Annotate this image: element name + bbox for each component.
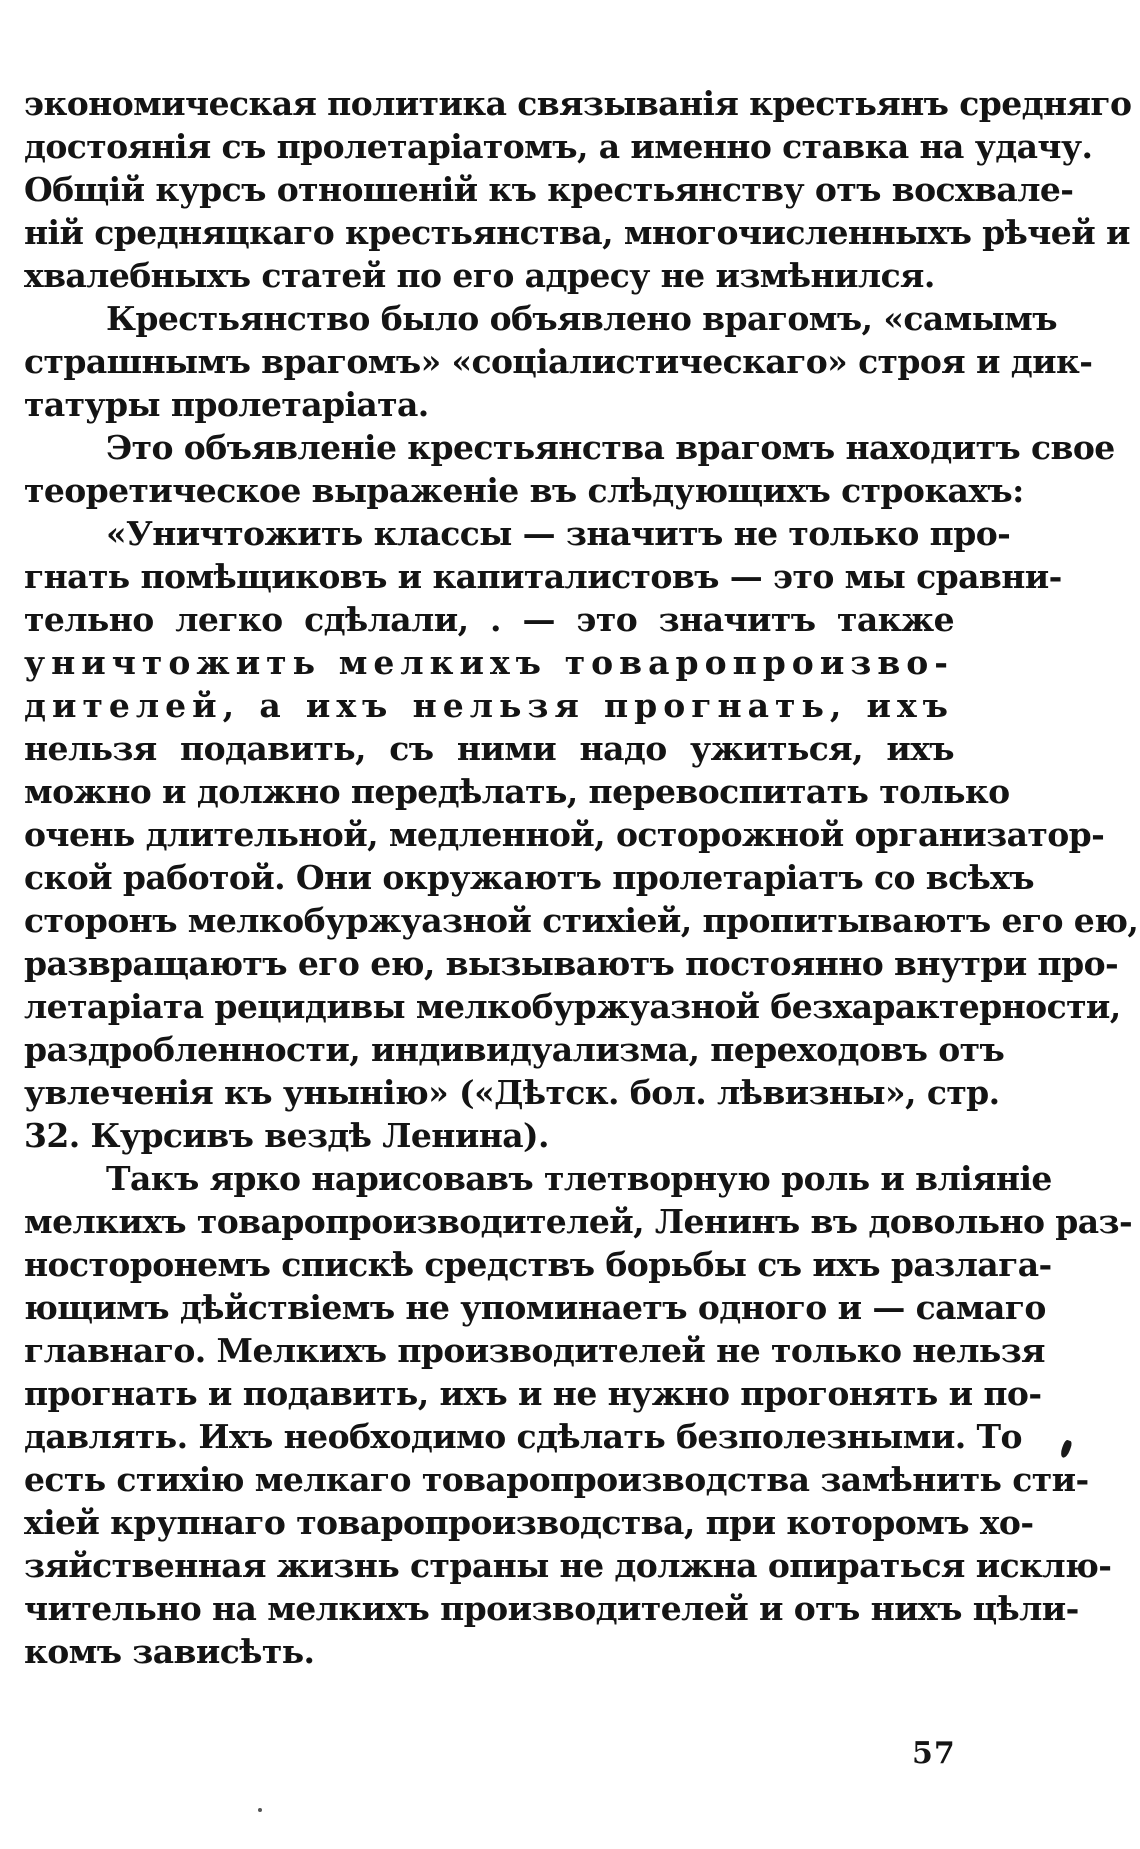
ink-speck xyxy=(258,1808,262,1812)
text-line: достоянія съ пролетаріатомъ, а именно ставка на удачу. xyxy=(24,127,1093,166)
quote-line: нельзя подавить, съ ними надо ужиться, ихъ xyxy=(24,729,954,768)
text-line: главнаго. Мелкихъ производителей не только нельзя xyxy=(24,1331,1045,1370)
text-line: страшнымъ врагомъ» «соціалистическаго» строя и дик- xyxy=(24,342,1093,381)
quote-line: развращаютъ его ею, вызываютъ постоянно внутри про- xyxy=(24,944,1119,983)
text-line: Крестьянство было объявлено врагомъ, «самымъ xyxy=(106,299,1057,338)
text-line: хвалебныхъ статей по его адресу не измѣнился. xyxy=(24,256,935,295)
quote-line: увлеченія къ унынію» («Дѣтск. бол. лѣвизны», стр. xyxy=(24,1073,1000,1112)
ink-speck xyxy=(1059,1439,1073,1459)
quote-line: сторонъ мелкобуржуазной стихіей, пропитываютъ его ею, xyxy=(24,901,1139,940)
text-line: комъ зависѣть. xyxy=(24,1632,315,1671)
text-line: зяйственная жизнь страны не должна опираться исклю- xyxy=(24,1546,1112,1585)
text-line: экономическая политика связыванія крестьянъ средняго xyxy=(24,84,1132,123)
body-text xyxy=(24,82,1139,1673)
text-line: есть стихію мелкаго товаропроизводства замѣнить сти- xyxy=(24,1460,1089,1499)
text-line: Это объявленіе крестьянства врагомъ находитъ свое xyxy=(106,428,1115,467)
text-line: Общій курсъ отношеній къ крестьянству отъ восхвале- xyxy=(24,170,1074,209)
text-line: мелкихъ товаропроизводителей, Ленинъ въ довольно раз- xyxy=(24,1202,1133,1241)
text-line: татуры пролетаріата. xyxy=(24,385,429,424)
quote-line: раздробленности, индивидуализма, переходовъ отъ xyxy=(24,1030,1005,1069)
quote-line: тельно легко сдѣлали, . — это значитъ также xyxy=(24,600,954,639)
text-line: ющимъ дѣйствіемъ не упоминаетъ одного и — самаго xyxy=(24,1288,1046,1327)
text-line: теоретическое выраженіе въ слѣдующихъ строкахъ: xyxy=(24,471,1024,510)
text-line: чительно на мелкихъ производителей и отъ нихъ цѣли- xyxy=(24,1589,1079,1628)
quote-line: летаріата рецидивы мелкобуржуазной безхарактерности, xyxy=(24,987,1121,1026)
quote-line: гнать помѣщиковъ и капиталистовъ — это мы сравни- xyxy=(24,557,1062,596)
text-line: носторонемъ спискѣ средствъ борьбы съ ихъ разлага- xyxy=(24,1245,1052,1284)
text-line: прогнать и подавить, ихъ и не нужно прогонять и по- xyxy=(24,1374,1042,1413)
text-line: Такъ ярко нарисовавъ тлетворную роль и вліяніе xyxy=(106,1159,1052,1198)
quote-line: ской работой. Они окружаютъ пролетаріатъ со всѣхъ xyxy=(24,858,1034,897)
quote-line: очень длительной, медленной, осторожной организатор- xyxy=(24,815,1105,854)
text-line: давлять. Ихъ необходимо сдѣлать безполезными. То xyxy=(24,1417,1022,1456)
quote-line: 32. Курсивъ вездѣ Ленина). xyxy=(24,1116,549,1155)
quote-line: уничтожить мелкихъ товаропроизво- xyxy=(24,643,954,682)
text-line: хіей крупнаго товаропроизводства, при которомъ хо- xyxy=(24,1503,1034,1542)
text-line: ній средняцкаго крестьянства, многочисленныхъ рѣчей и xyxy=(24,213,1130,252)
quote-line: дителей, а ихъ нельзя прогнать, ихъ xyxy=(24,686,954,725)
page-number: 57 xyxy=(912,1736,956,1771)
quote-line: «Уничтожить классы — значитъ не только про- xyxy=(106,514,1011,553)
quote-line: можно и должно передѣлать, перевоспитать только xyxy=(24,772,1010,811)
